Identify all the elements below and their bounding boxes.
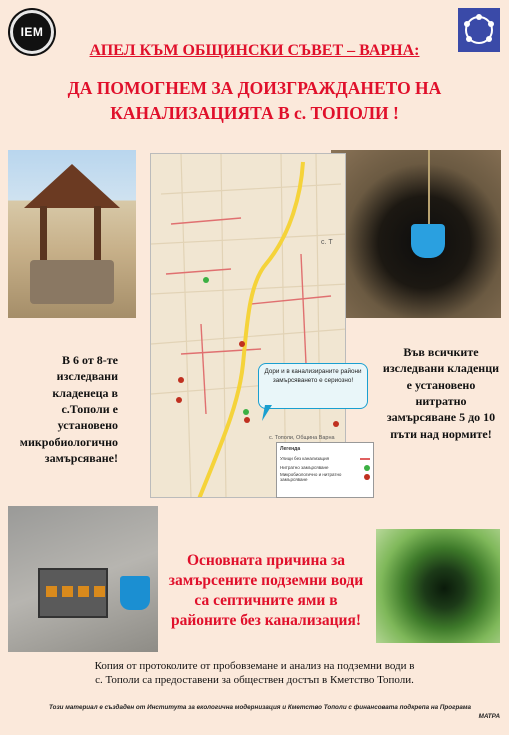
microbio-marker xyxy=(333,421,339,427)
nitrate-marker xyxy=(203,277,209,283)
map-label-bottom: с. Тополи, Община Варна xyxy=(269,435,335,441)
map-callout: Дори и в канализираните райони замърсяването е сериозно! xyxy=(258,363,368,409)
well-bucket-photo xyxy=(331,150,501,318)
microbio-marker xyxy=(239,341,245,347)
microbio-marker xyxy=(244,417,250,423)
microbiological-note: В 6 от 8-те изследвани кладенеца в с.Тополи е установено микробиологично замърсяване! xyxy=(19,353,118,465)
well-photo-top-left xyxy=(8,150,136,318)
protocols-note: Копия от протоколите от пробовземане и анализ на подземни води в с. Тополи са предоставени за обществен достъп в Кметство Тополи. xyxy=(94,660,415,687)
main-cause-text: Основната причина за замърсените подземни води са септичните ями в районите без канализация! xyxy=(168,552,364,630)
map-legend xyxy=(276,442,374,498)
headline-line-2: КАНАЛИЗАЦИЯТА В с. ТОПОЛИ ! xyxy=(110,103,399,123)
funding-credit: Този материал е създаден от Института за екологична модернизация и Кметство Тополи с финансовата подкрепа на Програма МАТРА xyxy=(49,704,500,720)
microbio-marker xyxy=(178,377,184,383)
appeal-heading: АПЕЛ КЪМ ОБЩИНСКИ СЪВЕТ – ВАРНА: xyxy=(89,42,420,59)
legend-item: Нитратно замърсяване xyxy=(280,463,370,472)
legend-item: Улици без канализация xyxy=(280,454,370,463)
iem-logo: IEM xyxy=(10,10,54,54)
headline-line-1: ДА ПОМОГНЕМ ЗА ДОИЗГРАЖДАНЕТО НА xyxy=(67,78,442,98)
nitrate-marker xyxy=(243,409,249,415)
legend-item: Микробиологично и нитратно замърсяване xyxy=(280,472,370,481)
sampling-kit-photo xyxy=(8,506,158,652)
microbio-marker xyxy=(176,397,182,403)
legend-title: Легенда xyxy=(280,446,301,452)
nitrate-note: Във всичките изследвани кладенци е установено нитратно замърсяване 5 до 10 пъти над нормите! xyxy=(382,345,500,441)
well-shaft-photo xyxy=(376,529,500,643)
map-label-top: с. Т xyxy=(321,239,333,246)
